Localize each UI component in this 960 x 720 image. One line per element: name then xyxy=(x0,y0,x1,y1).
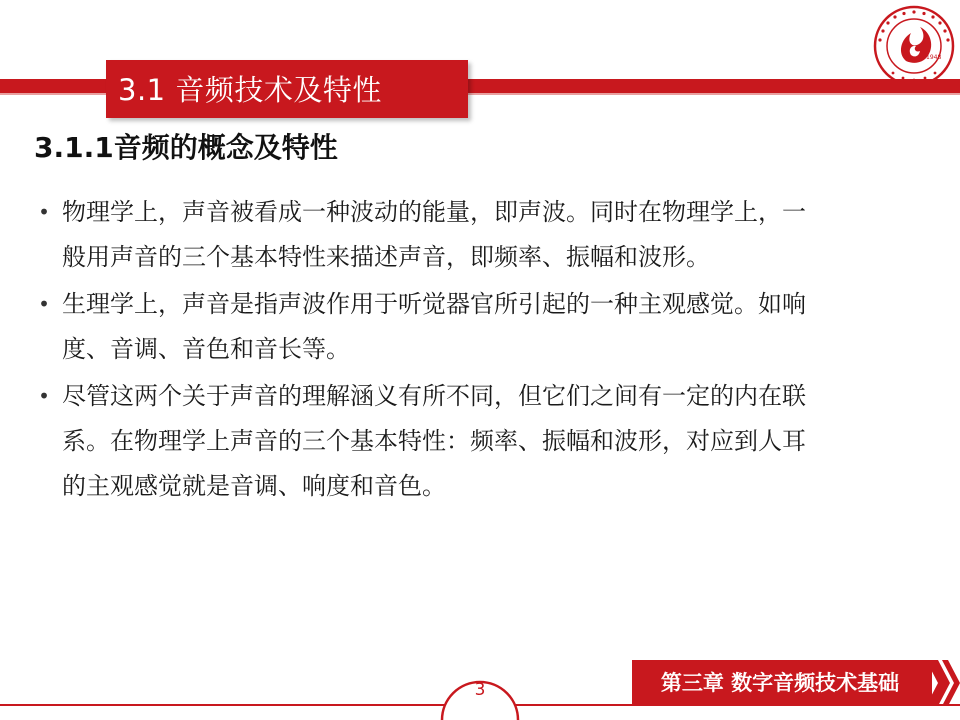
chevron-right-icon xyxy=(926,660,960,706)
bullet-text: 尽管这两个关于声音的理解涵义有所不同，但它们之间有一定的内在联 系。在物理学上声音的三个基本特性：频率、振幅和波形，对应到人耳 的主观感觉就是音调、响度和音色。 xyxy=(62,382,806,500)
bullet-marker: • xyxy=(38,292,50,316)
bullet-marker: • xyxy=(38,200,50,224)
bullet-text: 物理学上，声音被看成一种波动的能量，即声波。同时在物理学上，一 般用声音的三个基本特性来描述声音，即频率、振幅和波形。 xyxy=(62,198,806,271)
bullet-list xyxy=(30,190,910,511)
list-item xyxy=(30,374,910,509)
list-item xyxy=(30,190,910,280)
bullet-marker: • xyxy=(38,384,50,408)
svg-text:1948: 1948 xyxy=(926,54,942,61)
chapter-title: 第三章 数字音频技术基础 xyxy=(660,671,900,695)
subsection-title: 3.1.1音频的概念及特性 xyxy=(34,131,338,164)
bullet-text: 生理学上，声音是指声波作用于听觉器官所引起的一种主观感觉。如响 度、音调、音色和音长等。 xyxy=(62,290,806,363)
page-number: 3 xyxy=(474,680,486,700)
university-seal-icon xyxy=(873,5,955,87)
list-item xyxy=(30,282,910,372)
section-title: 3.1 音频技术及特性 xyxy=(118,73,382,107)
